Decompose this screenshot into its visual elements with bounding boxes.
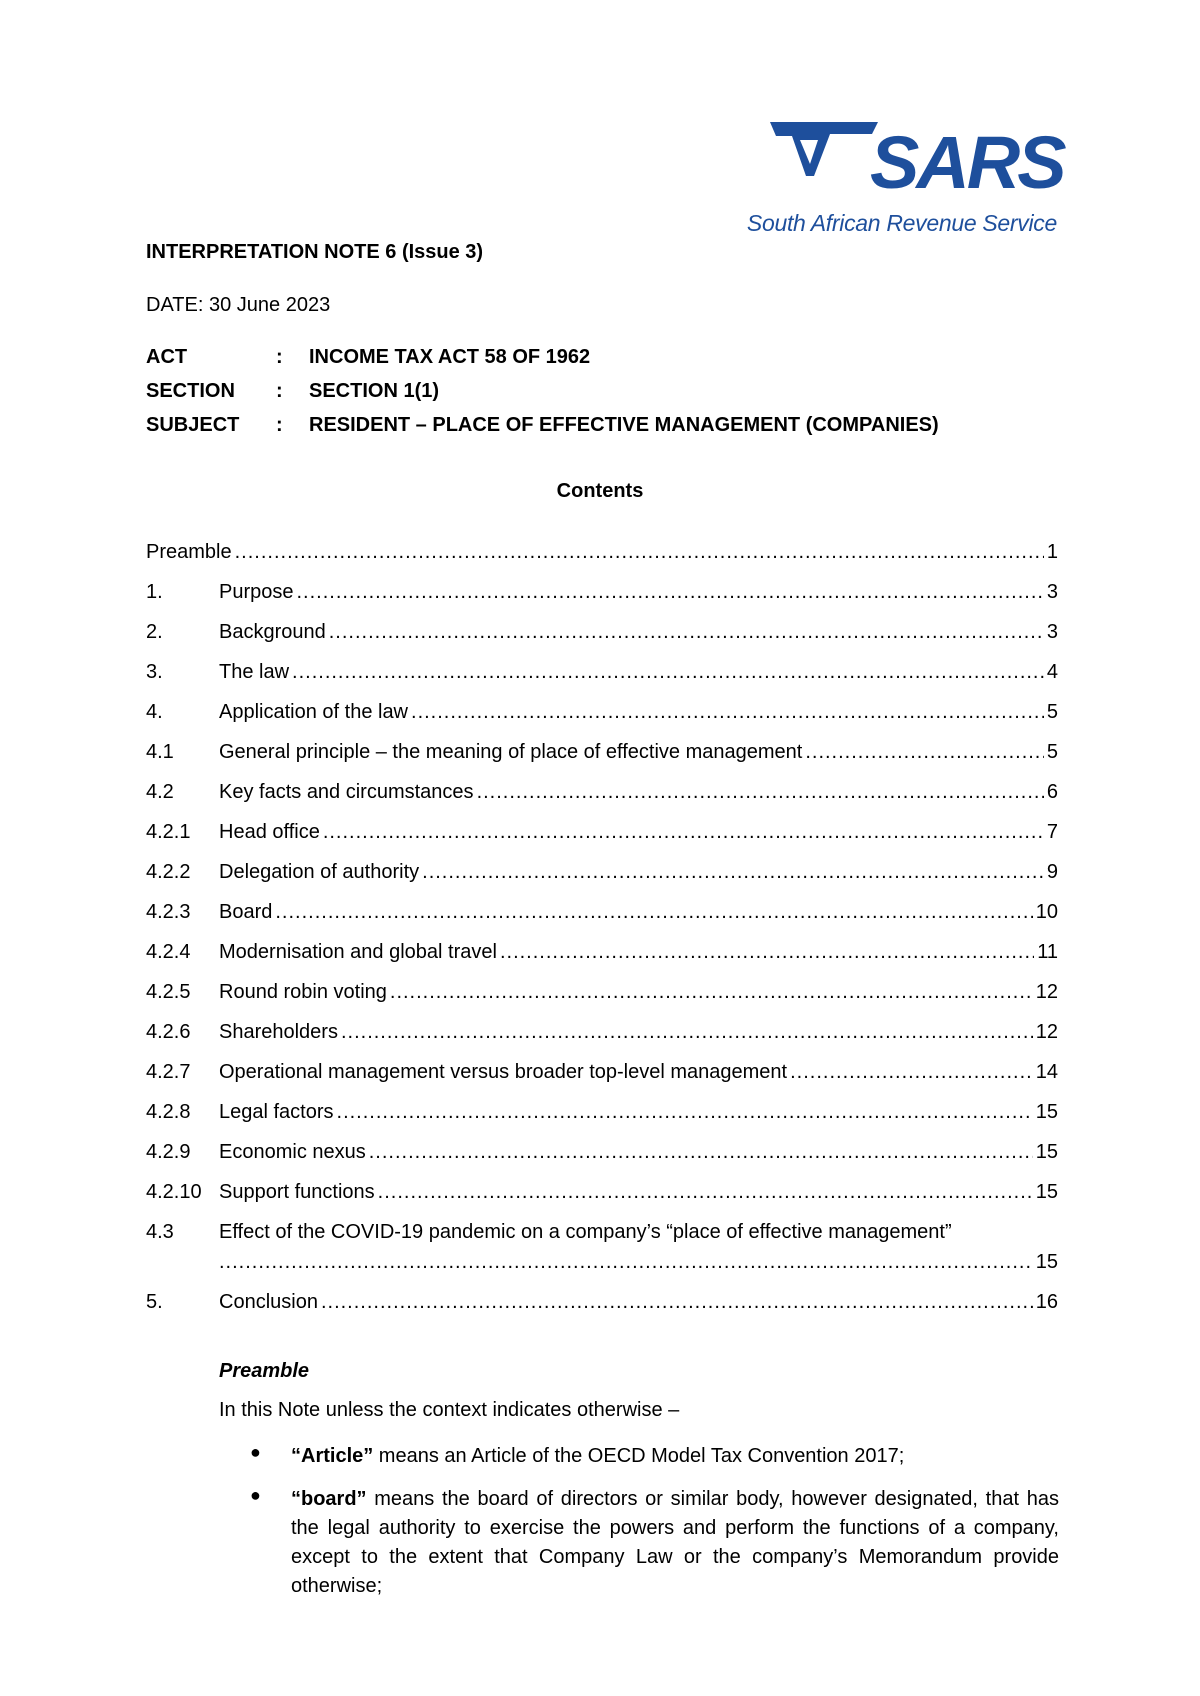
toc-leader (297, 581, 1044, 604)
toc-entry[interactable] (146, 701, 1058, 729)
toc-page: 1 (1046, 541, 1058, 563)
toc-leader (422, 861, 1044, 884)
toc-number: 1. (146, 581, 163, 603)
toc-leader (790, 1061, 1033, 1084)
toc-entry[interactable] (146, 861, 1058, 889)
toc-leader (378, 1181, 1033, 1204)
toc-entry[interactable] (146, 1061, 1058, 1089)
toc-label: Support functions (219, 1181, 375, 1203)
toc-entry[interactable] (146, 661, 1058, 689)
toc-number: 4.2.4 (146, 941, 191, 963)
toc-page: 4 (1046, 661, 1058, 683)
toc-entry[interactable] (146, 981, 1058, 1009)
toc-page: 15 (1035, 1141, 1058, 1163)
toc-label: Round robin voting (219, 981, 387, 1003)
toc-label: Legal factors (219, 1101, 334, 1123)
toc-number: 4.3 (146, 1221, 174, 1243)
toc-label: Economic nexus (219, 1141, 366, 1163)
meta-separator: : (276, 380, 283, 402)
toc-entry[interactable] (146, 1291, 1058, 1319)
toc-number: 4.1 (146, 741, 174, 763)
toc-page: 15 (1035, 1251, 1058, 1273)
toc-number: 4.2.1 (146, 821, 191, 843)
toc-entry[interactable] (146, 741, 1058, 769)
toc-leader (369, 1141, 1033, 1164)
toc-leader (390, 981, 1033, 1004)
toc-entry[interactable] (146, 1101, 1058, 1129)
toc-entry[interactable] (146, 1221, 1058, 1281)
toc-entry[interactable] (146, 1181, 1058, 1209)
sars-arrow-icon (770, 118, 880, 188)
toc-label: Effect of the COVID-19 pandemic on a company’s “place of effective management” (219, 1221, 952, 1243)
meta-value: RESIDENT – PLACE OF EFFECTIVE MANAGEMENT (COMPANIES) (309, 414, 939, 436)
bullet-icon: ● (250, 1485, 261, 1505)
toc-leader (477, 781, 1044, 804)
toc-label: Operational management versus broader top-level management (219, 1061, 788, 1083)
toc-label: Conclusion (219, 1291, 318, 1313)
definition-text: means the board of directors or similar body, however designated, that has the legal authority to exercise the powers and perform the functions of a company, except to the extent that Company Law or the company’s Memorandum provide otherwise; (291, 1488, 1059, 1597)
toc-page: 10 (1035, 901, 1058, 923)
toc-number: 4.2.3 (146, 901, 191, 923)
toc-leader (337, 1101, 1033, 1124)
toc-page: 15 (1035, 1101, 1058, 1123)
toc-label: Application of the law (219, 701, 409, 723)
toc-number: 4. (146, 701, 163, 723)
toc-leader (235, 541, 1044, 564)
toc-entry[interactable] (146, 901, 1058, 929)
toc-page: 15 (1035, 1181, 1058, 1203)
sars-wordmark: SARS (870, 121, 1064, 204)
toc-label: Modernisation and global travel (219, 941, 497, 963)
toc-entry[interactable] (146, 621, 1058, 649)
toc-number: 4.2.9 (146, 1141, 191, 1163)
meta-separator: : (276, 414, 283, 436)
toc-label: Delegation of authority (219, 861, 420, 883)
toc-entry[interactable] (146, 781, 1058, 809)
sars-logo (740, 118, 1064, 238)
toc-number: 2. (146, 621, 163, 643)
definition-text: means an Article of the OECD Model Tax Convention 2017; (373, 1445, 905, 1467)
toc-page: 16 (1035, 1291, 1058, 1313)
toc-leader (323, 821, 1044, 844)
toc-label: Board (219, 901, 273, 923)
toc-leader (219, 1251, 1033, 1274)
bullet-icon: ● (250, 1442, 261, 1462)
toc-page: 12 (1035, 981, 1058, 1003)
toc-number: 5. (146, 1291, 163, 1313)
toc-leader (411, 701, 1044, 724)
definition-term: “board” (291, 1488, 367, 1510)
document-title: INTERPRETATION NOTE 6 (Issue 3) (146, 241, 484, 263)
toc-label: Preamble (146, 541, 232, 563)
toc-leader (329, 621, 1044, 644)
toc-leader (500, 941, 1034, 964)
toc-page: 11 (1037, 941, 1058, 963)
toc-page: 6 (1046, 781, 1058, 803)
meta-value: INCOME TAX ACT 58 OF 1962 (309, 346, 591, 368)
toc-leader (275, 901, 1032, 924)
meta-key: SECTION (146, 380, 235, 402)
toc-entry[interactable] (146, 541, 1058, 569)
toc-leader (292, 661, 1044, 684)
document-date: DATE: 30 June 2023 (146, 294, 331, 316)
preamble-heading: Preamble (219, 1360, 310, 1382)
preamble-intro: In this Note unless the context indicates otherwise – (219, 1399, 680, 1421)
toc-number: 4.2.10 (146, 1181, 202, 1203)
toc-entry[interactable] (146, 1141, 1058, 1169)
toc-entry[interactable] (146, 1021, 1058, 1049)
toc-label: Purpose (219, 581, 294, 603)
toc-entry[interactable] (146, 581, 1058, 609)
toc-label: Key facts and circumstances (219, 781, 474, 803)
toc-number: 4.2.6 (146, 1021, 191, 1043)
definition-term: “Article” (291, 1445, 374, 1467)
toc-page: 3 (1046, 621, 1058, 643)
toc-leader (805, 741, 1044, 764)
toc-number: 4.2.5 (146, 981, 191, 1003)
meta-key: SUBJECT (146, 414, 240, 436)
toc-page: 7 (1046, 821, 1058, 843)
toc-label: General principle – the meaning of place of effective management (219, 741, 803, 763)
toc-label: Background (219, 621, 326, 643)
toc-label: Head office (219, 821, 320, 843)
toc-page: 5 (1046, 701, 1058, 723)
toc-number: 4.2.7 (146, 1061, 191, 1083)
toc-number: 4.2 (146, 781, 174, 803)
toc-entry[interactable] (146, 941, 1058, 969)
toc-page: 5 (1046, 741, 1058, 763)
toc-page: 14 (1035, 1061, 1058, 1083)
toc-label: Shareholders (219, 1021, 338, 1043)
toc-number: 4.2.8 (146, 1101, 191, 1123)
toc-leader (341, 1021, 1033, 1044)
sars-tagline: South African Revenue Service (746, 210, 1057, 236)
toc-page: 3 (1046, 581, 1058, 603)
toc-entry[interactable] (146, 821, 1058, 849)
toc-page: 12 (1035, 1021, 1058, 1043)
toc-number: 4.2.2 (146, 861, 191, 883)
meta-value: SECTION 1(1) (309, 380, 440, 402)
meta-key: ACT (146, 346, 188, 368)
toc-page: 9 (1046, 861, 1058, 883)
toc-label: The law (219, 661, 290, 683)
contents-heading: Contents (556, 480, 644, 502)
toc-number: 3. (146, 661, 163, 683)
toc-leader (321, 1291, 1033, 1314)
meta-separator: : (276, 346, 283, 368)
